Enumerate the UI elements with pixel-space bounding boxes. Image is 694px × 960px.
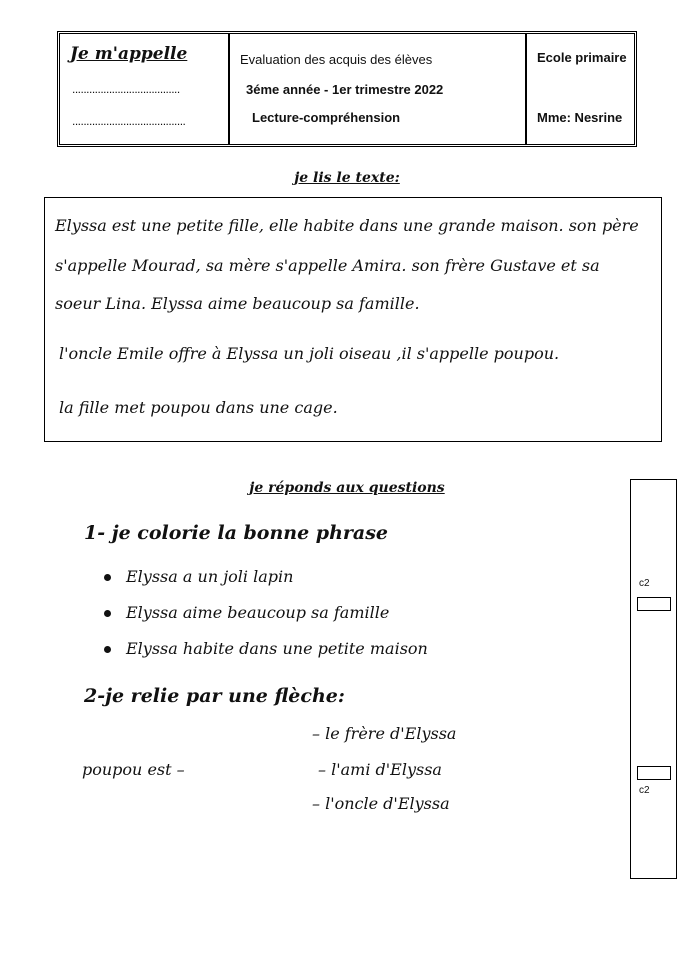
text-line: soeur Lina. Elyssa aime beaucoup sa famille. — [55, 294, 420, 313]
text-line: l'oncle Emile offre à Elyssa un joli oiseau ,il s'appelle poupou. — [59, 344, 560, 363]
match-right-item[interactable]: – l'ami d'Elyssa — [318, 760, 442, 779]
match-right-item[interactable]: – l'oncle d'Elyssa — [312, 794, 450, 813]
bullet-icon — [104, 610, 111, 617]
question-1-label: 1- je colorie la bonne phrase — [84, 522, 388, 544]
questions-title: je réponds aux questions — [249, 480, 445, 496]
option-item[interactable] — [104, 634, 428, 670]
option-text: Elyssa a un joli lapin — [126, 567, 294, 586]
score-box[interactable] — [637, 597, 671, 611]
score-box[interactable] — [637, 766, 671, 780]
school-cell — [527, 34, 634, 144]
subject: Lecture-compréhension — [252, 110, 401, 125]
bullet-icon — [104, 646, 111, 653]
score-label: c2 — [639, 785, 650, 796]
text-line: la fille met poupou dans une cage. — [59, 398, 338, 417]
reading-text-box — [44, 197, 662, 442]
name-cell — [60, 34, 230, 144]
name-label: Je m'appelle — [70, 44, 188, 64]
teacher-name: Mme: Nesrine — [537, 110, 623, 125]
text-line: Elyssa est une petite fille, elle habite dans une grande maison. son père — [55, 216, 639, 235]
option-text: Elyssa habite dans une petite maison — [126, 639, 428, 658]
question-2-label: 2-je relie par une flèche: — [84, 685, 345, 707]
text-line: s'appelle Mourad, sa mère s'appelle Amira. son frère Gustave et sa — [55, 256, 600, 275]
question-1-options — [104, 562, 428, 670]
option-text: Elyssa aime beaucoup sa famille — [126, 603, 390, 622]
score-column — [630, 479, 677, 879]
header-table — [57, 31, 637, 147]
option-item[interactable] — [104, 562, 428, 598]
match-left-item[interactable]: poupou est – — [82, 760, 185, 779]
reading-title: je lis le texte: — [294, 170, 400, 186]
name-dotted-line-1: ...................................... — [72, 82, 180, 96]
school-name: Ecole primaire — [537, 50, 627, 65]
grade-term: 3éme année - 1er trimestre 2022 — [246, 82, 444, 97]
score-label: c2 — [639, 578, 650, 589]
name-dotted-line-2: ........................................ — [72, 114, 186, 128]
evaluation-title: Evaluation des acquis des élèves — [240, 52, 433, 67]
match-right-item[interactable]: – le frère d'Elyssa — [312, 724, 457, 743]
option-item[interactable] — [104, 598, 428, 634]
evaluation-cell — [230, 34, 527, 144]
bullet-icon — [104, 574, 111, 581]
